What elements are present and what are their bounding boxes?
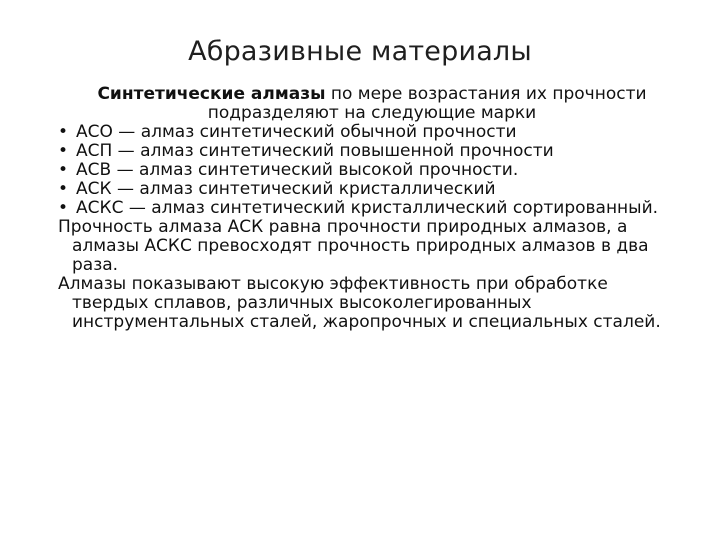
grade-list [58, 123, 668, 218]
bullet-icon: • [58, 141, 69, 161]
intro-bold-term: Синтетические алмазы [97, 84, 326, 104]
list-item [58, 142, 668, 161]
efficiency-paragraph: Алмазы показывают высокую эффективность при обработке твердых сплавов, различных высоколегированных инструментальных сталей, жаропрочных и специальных сталей. [58, 274, 661, 332]
intro-text: по мере возрастания их прочности подразделяют на следующие марки [207, 84, 647, 123]
list-item [58, 161, 668, 180]
list-item-text: АСП — алмаз синтетический повышенной прочности [76, 141, 554, 161]
list-item-text: АСО — алмаз синтетический обычной прочности [76, 122, 517, 142]
list-item [58, 180, 668, 199]
list-item-text: АСКС — алмаз синтетический кристаллический сортированный. [76, 198, 659, 218]
list-item-text: АСВ — алмаз синтетический высокой прочности. [76, 160, 519, 180]
list-item [58, 123, 668, 142]
slide-content [58, 85, 668, 332]
bullet-icon: • [58, 179, 69, 199]
strength-paragraph: Прочность алмаза АСК равна прочности природных алмазов, а алмазы АСКС превосходят прочность природных алмазов в два раза. [58, 217, 649, 275]
bullet-icon: • [58, 160, 69, 180]
bullet-icon: • [58, 122, 69, 142]
slide-title: Абразивные материалы [188, 36, 532, 67]
list-item-text: АСК — алмаз синтетический кристаллический [76, 179, 496, 199]
list-item [58, 199, 668, 218]
bullet-icon: • [58, 198, 69, 218]
intro-paragraph [58, 85, 668, 123]
